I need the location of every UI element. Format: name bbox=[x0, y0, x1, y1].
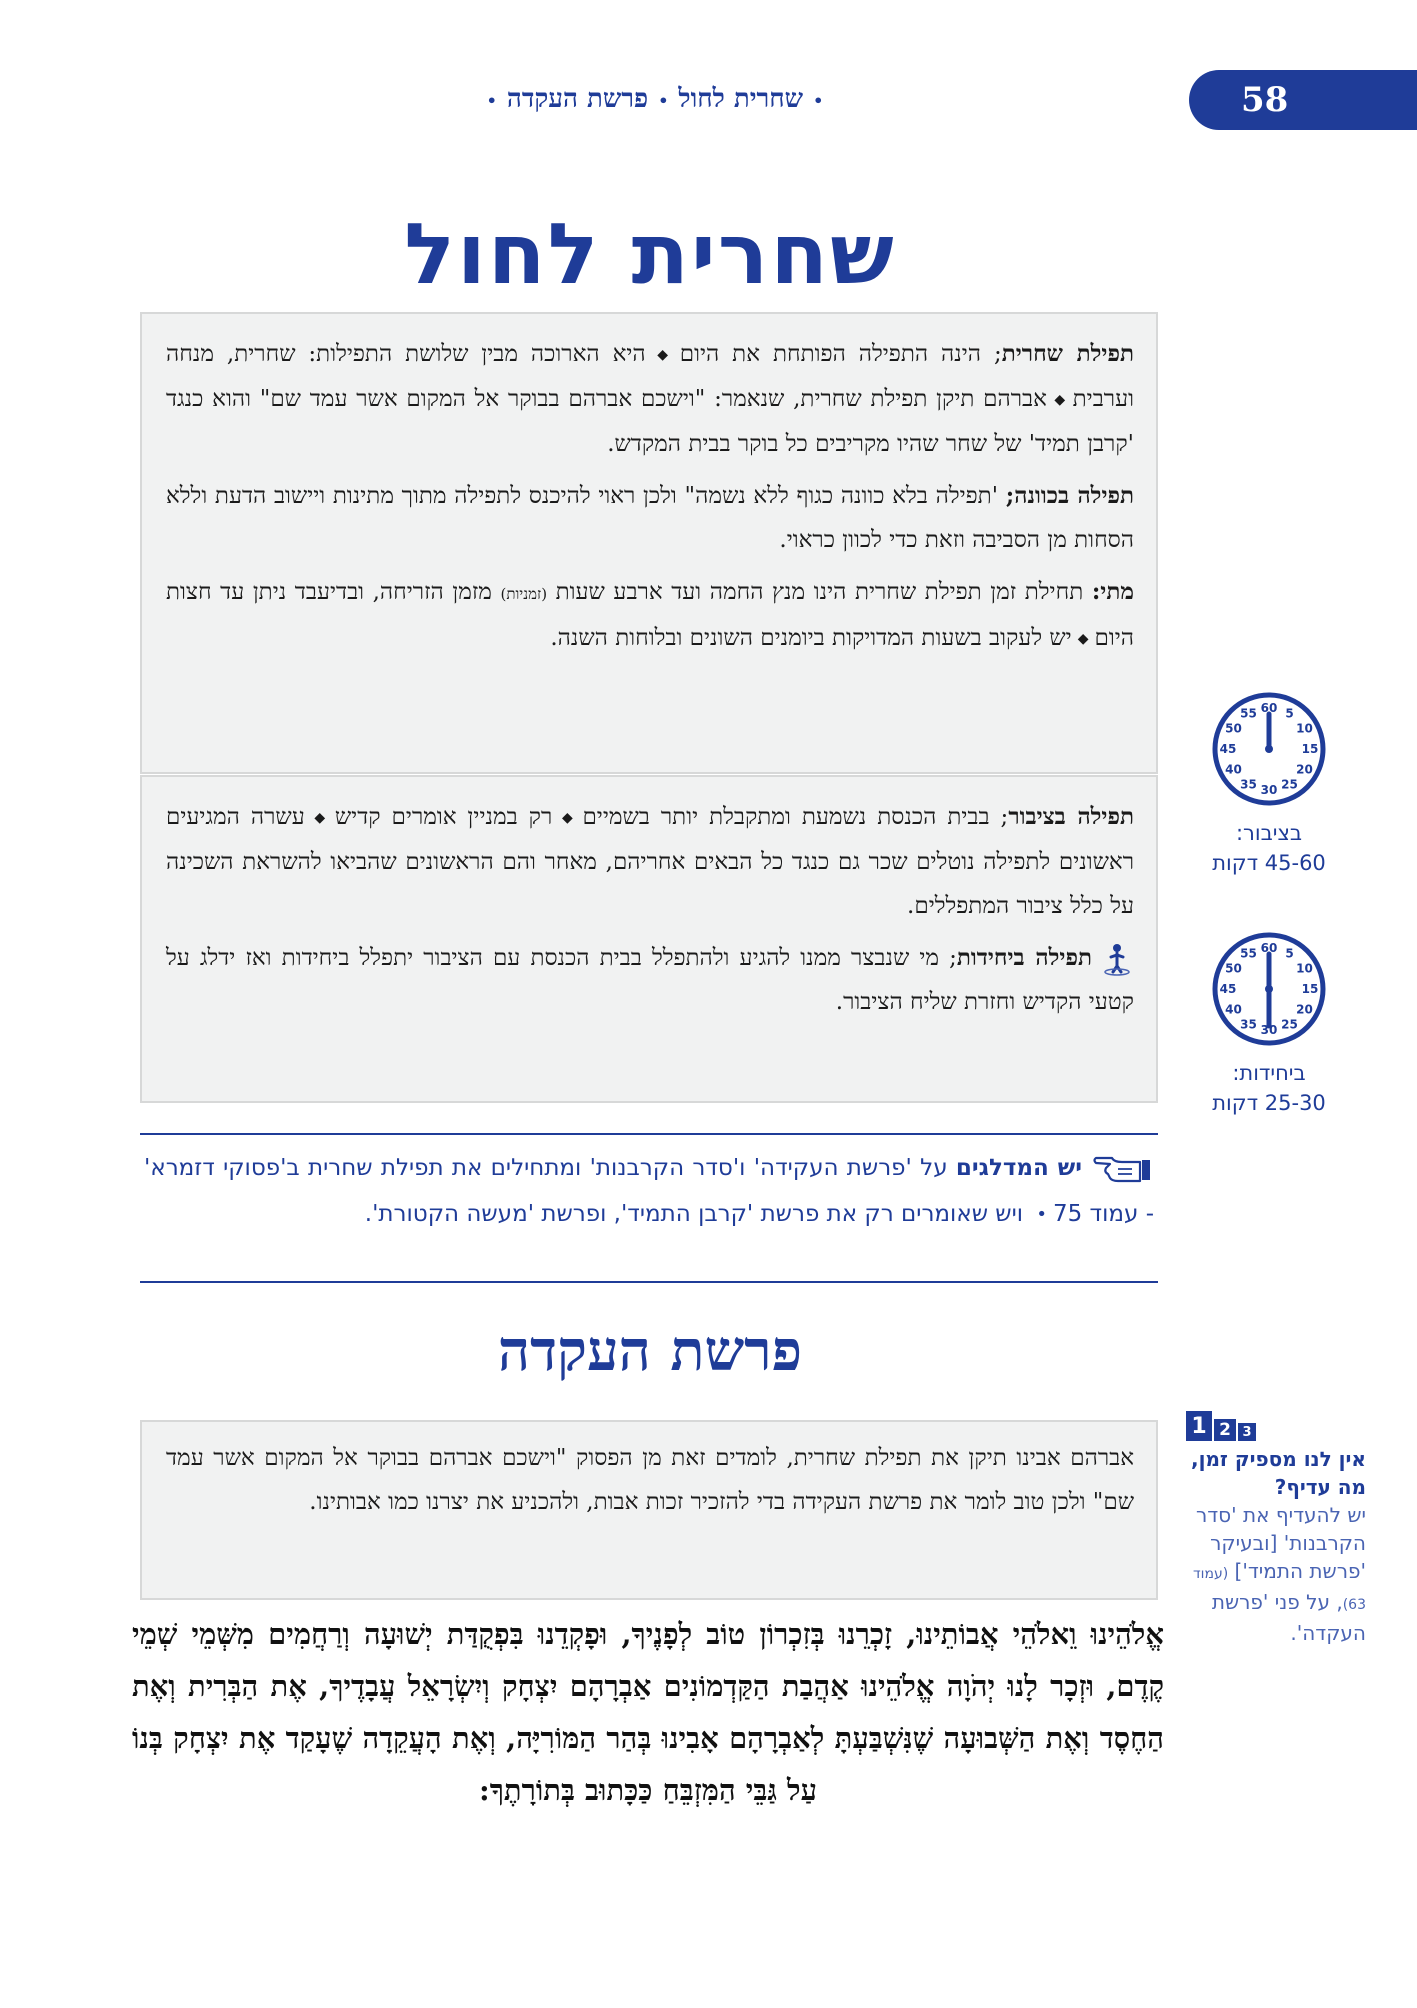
clock-number: 20 bbox=[1296, 1002, 1313, 1017]
clock-number: 15 bbox=[1301, 982, 1319, 996]
clock-number: 60 bbox=[1260, 701, 1278, 715]
notice-body: על 'פרשת העקידה' ו'סדר הקרבנות' ומתחילים את תפילת שחרית ב'פסוקי דזמרא' - עמוד 75 bbox=[144, 1155, 1154, 1227]
clock-number: 5 bbox=[1285, 946, 1294, 961]
clock-number: 10 bbox=[1296, 961, 1313, 976]
page-title: שחרית לחול bbox=[404, 205, 896, 303]
clock-public bbox=[1210, 690, 1328, 812]
akeda-intro-text: אברהם אבינו תיקן את תפילת שחרית, לומדים זאת מן הפסוק "וישכם אברהם בבוקר אל המקום אשר עמד שם" ולכן טוב לומר את פרשת העקידה בדי להזכיר זכות אבות, ולהכניע את יצרנו כמו אבותינו. bbox=[166, 1445, 1134, 1515]
clock-number: 25 bbox=[1281, 777, 1298, 792]
person-praying-icon bbox=[1100, 942, 1134, 976]
paragraph-note: (זמניות) bbox=[500, 585, 548, 603]
paragraph-text: ; בבית הכנסת נשמעת ומתקבלת יותר בשמיים bbox=[582, 804, 1009, 830]
time-tip bbox=[1186, 1405, 1366, 1647]
bullet-icon: • bbox=[658, 90, 669, 110]
tip-answer-note: (עמוד 63) bbox=[1193, 1566, 1366, 1613]
intro-paragraph-1 bbox=[166, 332, 1134, 466]
step-digit: 2 bbox=[1214, 1419, 1236, 1441]
pointing-hand-icon bbox=[1092, 1154, 1154, 1184]
clock-number: 15 bbox=[1301, 742, 1319, 756]
term-label: תפילה בכוונה; bbox=[1005, 482, 1135, 509]
bullet-icon: • bbox=[486, 90, 497, 110]
tip-question: אין לנו מספיק זמן, מה עדיף? bbox=[1190, 1447, 1366, 1499]
intro-paragraph-3 bbox=[166, 570, 1134, 661]
diamond-icon: ◆ bbox=[1052, 392, 1067, 408]
diamond-icon: ◆ bbox=[651, 347, 674, 363]
public-paragraph-1 bbox=[166, 795, 1134, 928]
clock-number: 35 bbox=[1240, 777, 1257, 792]
step-digit: 3 bbox=[1238, 1423, 1256, 1441]
tip-answer bbox=[1186, 1501, 1366, 1647]
caption-line: בציבור: bbox=[1235, 821, 1303, 845]
diamond-icon: ◆ bbox=[1077, 631, 1089, 647]
clock-number: 30 bbox=[1260, 1023, 1278, 1037]
clock-icon bbox=[1210, 690, 1328, 808]
clock-number: 45 bbox=[1219, 742, 1237, 756]
notice-body: ויש שאומרים רק את פרשת 'קרבן התמיד', ופרשת 'מעשה הקטורת'. bbox=[364, 1201, 1031, 1227]
public-prayer-box bbox=[140, 775, 1158, 1103]
paragraph-text: רק במניין אומרים קדיש bbox=[334, 804, 553, 830]
clock-number: 50 bbox=[1225, 721, 1242, 736]
clock-public-caption bbox=[1199, 818, 1339, 878]
running-subsection: פרשת העקדה bbox=[506, 84, 649, 114]
clock-number: 40 bbox=[1225, 1002, 1242, 1017]
caption-line: ביחידות: bbox=[1232, 1061, 1306, 1085]
caption-line: 25-30 דקות bbox=[1212, 1091, 1326, 1115]
clock-number: 55 bbox=[1240, 706, 1257, 721]
paragraph-text: היא הארוכה מבין שלושת התפילות: שחרית, מנחה וערבית bbox=[166, 341, 1134, 412]
paragraph-text: ; הינה התפילה הפותחת את היום bbox=[679, 341, 1002, 367]
clock-private bbox=[1210, 930, 1328, 1052]
notice-label: יש המדלגים bbox=[955, 1155, 1082, 1181]
running-section: שחרית לחול bbox=[678, 84, 804, 114]
paragraph-text: 'תפילה בלא כוונה כגוף ללא נשמה" ולכן ראוי להיכנס לתפילה מתוך מתינות ויישוב הדעת וללא הסחות מן הסביבה וזאת כדי לכוון כראוי. bbox=[166, 483, 1134, 553]
clock-number: 40 bbox=[1225, 762, 1242, 777]
paragraph-text: אברהם תיקן תפילת שחרית, שנאמר: "וישכם אברהם בבוקר אל המקום אשר עמד שם" והוא כנגד 'קרבן תמיד' של שחר שהיו מקריבים כל בוקר בבית המקדש. bbox=[166, 386, 1134, 457]
paragraph-text: ; מי שנבצר ממנו להגיע ולהתפלל בבית הכנסת עם הציבור יתפלל ביחידות ואז ידלג על קטעי הקדיש וחזרת שליח הציבור. bbox=[166, 945, 1134, 1015]
running-header bbox=[420, 84, 890, 114]
caption-line: 45-60 דקות bbox=[1212, 851, 1326, 875]
clock-icon bbox=[1210, 930, 1328, 1048]
clock-number: 10 bbox=[1296, 721, 1313, 736]
paragraph-text: עשרה המגיעים ראשונים לתפילה נוטלים שכר גם כנגד כל הבאים אחריהם, מאחר והם הראשונים שהביאו להשראת השכינה על כלל ציבור המתפללים. bbox=[166, 804, 1134, 919]
skip-notice bbox=[140, 1133, 1158, 1283]
clock-private-caption bbox=[1199, 1058, 1339, 1118]
tip-answer-text: , על פני 'פרשת העקדה'. bbox=[1211, 1590, 1366, 1645]
bullet-icon: • bbox=[1036, 1203, 1047, 1225]
clock-number: 25 bbox=[1281, 1017, 1298, 1032]
clock-number: 35 bbox=[1240, 1017, 1257, 1032]
prayer-text: אֱלֹהֵינוּ וֵאלֹהֵי אֲבוֹתֵינוּ, זָכְרֵנוּ בְּזִכְרוֹן טוֹב לְפָנֶיךָ, וּפָקְדֵנוּ בִּפְקֻדַּת יְשׁוּעָה וְרַחֲמִים מִשְּׁמֵי שְׁמֵי קֶדֶם, וּזְכָר לָנוּ יְהֹוָה אֱלֹהֵינוּ אַהֲבַת הַקַּדְמוֹנִים אַבְרָהָם יִצְחָק וְיִשְׂרָאֵל עֲבָדֶיךָ, אֶת הַבְּרִית וְאֶת הַחֶסֶד וְאֶת הַשְּׁבוּעָה שֶׁנִּשְׁבַּעְתָּ לְאַבְרָהָם אָבִינוּ בְּהַר הַמּוֹרִיָּה, וְאֶת הָעֲקֵדָה שֶׁעָקַד אֶת יִצְחָק בְּנוֹ עַל גַּבֵּי הַמִּזְבֵּחַ כַּכָּתוּב בְּתוֹרָתֶךָ: bbox=[132, 1617, 1164, 1807]
clock-number: 5 bbox=[1285, 706, 1294, 721]
clock-number: 55 bbox=[1240, 946, 1257, 961]
paragraph-text: מזמן הזריחה, ובדיעבד ניתן עד חצות היום bbox=[166, 579, 1134, 651]
clock-number: 30 bbox=[1260, 783, 1278, 797]
akeda-intro-box bbox=[140, 1420, 1158, 1600]
steps-123-icon bbox=[1186, 1405, 1366, 1441]
clock-number: 50 bbox=[1225, 961, 1242, 976]
paragraph-text: תחילת זמן תפילת שחרית הינו מנץ החמה ועד ארבע שעות bbox=[547, 579, 1092, 605]
step-digit: 1 bbox=[1186, 1411, 1212, 1441]
intro-box bbox=[140, 312, 1158, 774]
page-number-tab bbox=[1189, 70, 1417, 130]
paragraph-text: יש לעקוב בשעות המדויקות ביומנים השונים ובלוחות השנה. bbox=[550, 625, 1072, 651]
clock-number: 20 bbox=[1296, 762, 1313, 777]
clock-number: 60 bbox=[1260, 941, 1278, 955]
public-paragraph-2 bbox=[166, 936, 1134, 1024]
tip-answer-text: יש להעדיף את 'סדר הקרבנות' [ובעיקר 'פרשת התמיד'] bbox=[1195, 1503, 1366, 1583]
page-number: 58 bbox=[1241, 80, 1289, 120]
bullet-icon: • bbox=[813, 90, 824, 110]
term-label: תפילה בציבור bbox=[1008, 803, 1134, 830]
term-label: תפילה ביחידות bbox=[956, 944, 1092, 971]
intro-paragraph-2 bbox=[166, 474, 1134, 562]
term-label: מתי: bbox=[1091, 578, 1134, 605]
section-title: פרשת העקדה bbox=[497, 1318, 803, 1384]
term-label: תפילת שחרית bbox=[1001, 340, 1134, 367]
diamond-icon: ◆ bbox=[310, 810, 329, 826]
diamond-icon: ◆ bbox=[558, 810, 577, 826]
clock-number: 45 bbox=[1219, 982, 1237, 996]
notice-text bbox=[144, 1145, 1154, 1238]
